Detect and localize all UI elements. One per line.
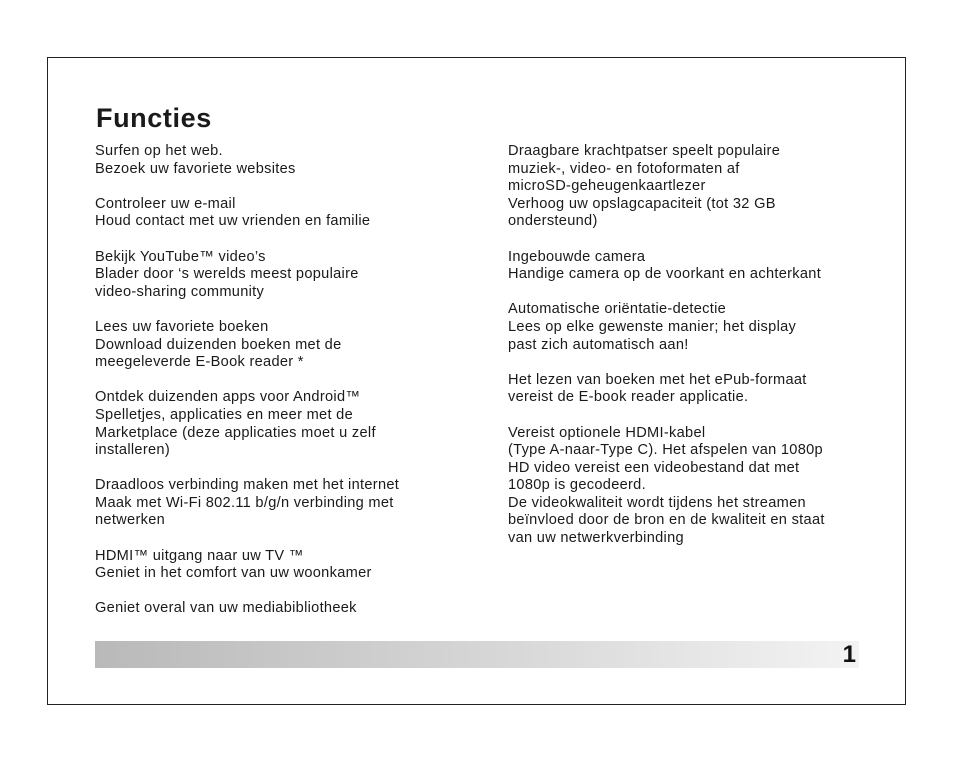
feature-text-line: muziek-, video- en fotoformaten af [508,160,740,177]
feature-text-line: Marketplace (deze applicaties moet u zelf [95,424,376,441]
feature-text-line: netwerken [95,512,166,529]
feature-text-line: Bekijk YouTube™ video’s [95,248,266,265]
paragraph-spacer [508,284,873,302]
feature-text-line: Het lezen van boeken met het ePub-formaat [508,371,807,388]
feature-text-line: Spelletjes, applicaties en meer met de [95,406,354,423]
feature-text-line: Ingebouwde camera [508,248,646,265]
paragraph-spacer [95,460,455,478]
paragraph-spacer [95,178,455,196]
feature-text-line: installeren) [95,442,170,459]
feature-text-line: ondersteund) [508,213,598,230]
feature-text-line: Maak met Wi-Fi 802.11 b/g/n verbinding met [95,494,394,511]
paragraph-spacer [95,231,455,249]
feature-text-line: Bezoek uw favoriete websites [95,160,296,177]
right-feature-column [508,143,873,548]
feature-text-line: Geniet in het comfort van uw woonkamer [95,565,372,582]
paragraph-spacer [95,372,455,390]
feature-text-line: 1080p is gecodeerd. [508,477,646,494]
feature-text-line: microSD-geheugenkaartlezer [508,178,706,195]
feature-text-line: Handige camera op de voorkant en achterkant [508,266,822,283]
left-feature-column [95,143,455,618]
feature-text-line: beïnvloed door de bron en de kwaliteit en staat [508,512,825,529]
feature-text-line: (Type A-naar-Type C). Het afspelen van 1080p [508,442,823,459]
feature-text-line: van uw netwerkverbinding [508,530,684,547]
feature-text-line: past zich automatisch aan! [508,336,689,353]
feature-text-line: Verhoog uw opslagcapaciteit (tot 32 GB [508,195,776,212]
paragraph-spacer [95,301,455,319]
feature-text-line: Lees op elke gewenste manier; het display [508,318,797,335]
feature-text-line: HDMI™ uitgang naar uw TV ™ [95,547,304,564]
feature-text-line: Controleer uw e-mail [95,195,236,212]
paragraph-spacer [508,231,873,249]
feature-text-line: De videokwaliteit wordt tijdens het streamen [508,494,806,511]
page-title: Functies [96,103,212,133]
feature-text-line: Draadloos verbinding maken met het internet [95,477,400,494]
feature-text-line: Houd contact met uw vrienden en familie [95,213,371,230]
feature-text-line: meegeleverde E-Book reader * [95,354,304,371]
feature-text-line: video-sharing community [95,283,265,300]
feature-text-line: Blader door ‘s werelds meest populaire [95,266,359,283]
feature-text-line: HD video vereist een videobestand dat met [508,459,800,476]
page-number: 1 [842,641,856,668]
feature-text-line: Automatische oriëntatie-detectie [508,301,727,318]
feature-text-line: Ontdek duizenden apps voor Android™ [95,389,361,406]
feature-text-line: Download duizenden boeken met de [95,336,342,353]
feature-text-line: Geniet overal van uw mediabibliotheek [95,600,357,617]
paragraph-spacer [508,407,873,425]
paragraph-spacer [508,354,873,372]
paragraph-spacer [95,530,455,548]
feature-text-line: vereist de E-book reader applicatie. [508,389,749,406]
feature-text-line: Vereist optionele HDMI-kabel [508,424,706,441]
feature-text-line: Draagbare krachtpatser speelt populaire [508,143,781,159]
feature-text-line: Surfen op het web. [95,143,223,159]
feature-text-line: Lees uw favoriete boeken [95,318,269,335]
footer-bar [95,641,859,668]
paragraph-spacer [95,583,455,601]
